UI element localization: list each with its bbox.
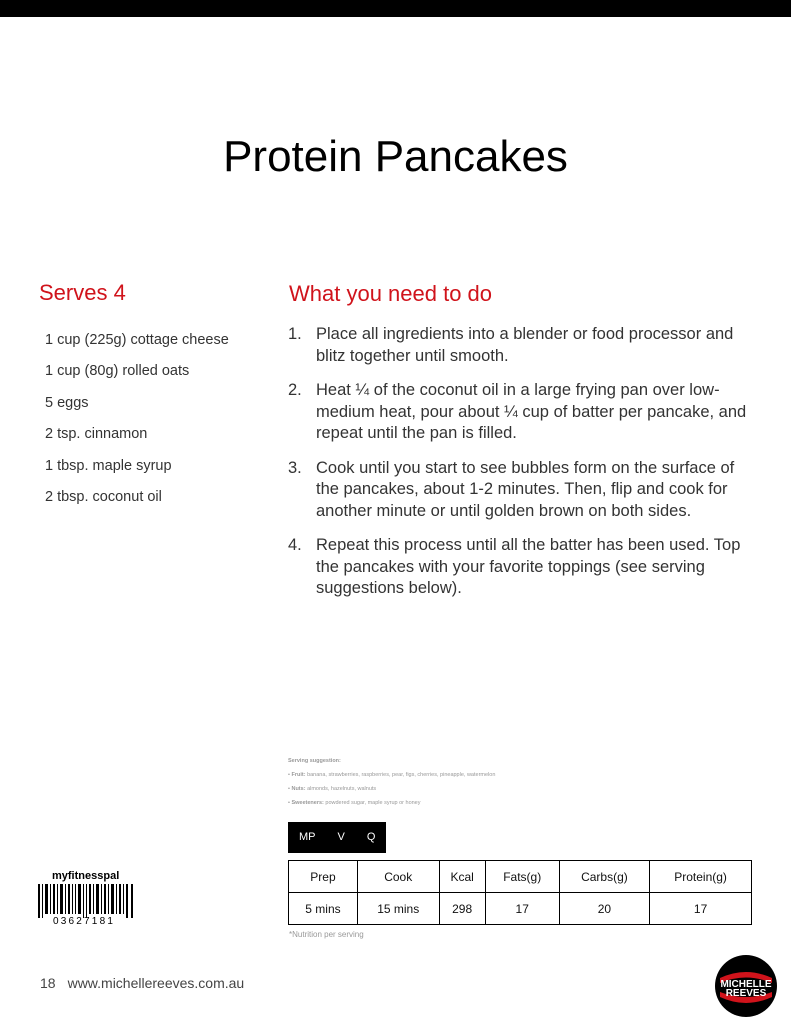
nutrition-header-row <box>289 861 752 893</box>
step-number: 1. <box>288 325 302 343</box>
badge-v: V <box>337 831 345 843</box>
step-number: 4. <box>288 536 302 554</box>
nutrition-value-cell: 17 <box>485 893 559 925</box>
suggestion-text: powdered sugar, maple syrup or honey <box>325 800 421 806</box>
step-text: Cook until you start to see bubbles form on the surface of the pancakes, about 1-2 minutes. Then, flip and cook for another minute or until golden brown on both sides. <box>316 458 735 520</box>
suggestion-label: Sweeteners: <box>291 800 324 806</box>
step-text: Repeat this process until all the batter has been used. Top the pancakes with your favorite toppings (see serving suggestions below). <box>316 536 741 597</box>
method-step <box>288 458 758 523</box>
ingredient-item: 1 cup (80g) rolled oats <box>45 363 190 380</box>
method-step <box>288 535 758 600</box>
brand-logo <box>714 954 778 1018</box>
nutrition-header-cell: Fats(g) <box>485 861 559 893</box>
ingredient-item: 1 tbsp. maple syrup <box>45 457 172 474</box>
ingredient-item: 2 tbsp. coconut oil <box>45 488 162 505</box>
suggestion-text: banana, strawberries, raspberries, pear, figs, cherries, pineapple, watermelon <box>307 772 496 778</box>
website-link[interactable]: www.michellereeves.com.au <box>67 975 245 991</box>
ingredient-item: 2 tsp. cinnamon <box>45 426 148 443</box>
logo-line-2: REEVES <box>725 988 767 999</box>
step-number: 2. <box>288 381 302 399</box>
nutrition-value-cell: 298 <box>439 893 485 925</box>
serving-suggestion <box>288 758 495 814</box>
nutrition-header-cell: Protein(g) <box>650 861 752 893</box>
top-bar <box>0 0 791 17</box>
ingredient-item: 5 eggs <box>45 394 89 411</box>
suggestion-text: almonds, hazelnuts, walnuts <box>307 786 377 792</box>
myfitnesspal-label: myfitnesspal <box>52 870 120 882</box>
suggestion-label: Nuts: <box>291 786 306 792</box>
step-number: 3. <box>288 458 302 477</box>
badge-q: Q <box>366 831 376 843</box>
barcode-number: 03627181 <box>53 916 116 927</box>
nutrition-header-cell: Cook <box>357 861 439 893</box>
nutrition-note: *Nutrition per serving <box>289 930 364 939</box>
barcode-icon <box>38 884 134 918</box>
serving-suggestion-heading: Serving suggestion: <box>288 758 341 764</box>
ingredient-list <box>45 330 229 518</box>
method-steps <box>288 324 758 613</box>
page-title: Protein Pancakes <box>223 132 568 181</box>
nutrition-header-cell: Carbs(g) <box>559 861 649 893</box>
nutrition-value-cell: 15 mins <box>357 893 439 925</box>
logo-line-1: MICHELLE <box>720 979 772 990</box>
step-text: Heat ¼ of the coconut oil in a large frying pan over low-medium heat, pour about ¼ cup of batter per pancake, and repeat until the pan is filled. <box>316 381 747 442</box>
suggestion-row: • Sweeteners: powdered sugar, maple syrup or honey <box>288 800 421 806</box>
page-number: 18 <box>40 975 56 991</box>
badge-mp: MP <box>299 831 316 843</box>
nutrition-value-cell: 5 mins <box>289 893 358 925</box>
nutrition-header-cell: Prep <box>289 861 358 893</box>
method-step <box>288 380 758 445</box>
page-footer <box>40 975 244 991</box>
method-step <box>288 324 758 367</box>
suggestion-row: • Nuts: almonds, hazelnuts, walnuts <box>288 786 377 792</box>
nutrition-value-cell: 17 <box>650 893 752 925</box>
step-text: Place all ingredients into a blender or food processor and blitz together until smooth. <box>316 325 734 365</box>
ingredient-item: 1 cup (225g) cottage cheese <box>45 332 229 348</box>
suggestion-row: • Fruit: banana, strawberries, raspberries, pear, figs, cherries, pineapple, watermelon <box>288 772 496 778</box>
nutrition-value-cell: 20 <box>559 893 649 925</box>
serves-heading: Serves 4 <box>39 280 126 305</box>
nutrition-table <box>288 860 752 925</box>
diet-badges <box>288 822 386 853</box>
nutrition-value-row <box>289 893 752 925</box>
suggestion-label: Fruit: <box>291 772 306 778</box>
nutrition-header-cell: Kcal <box>439 861 485 893</box>
method-heading: What you need to do <box>289 281 493 306</box>
